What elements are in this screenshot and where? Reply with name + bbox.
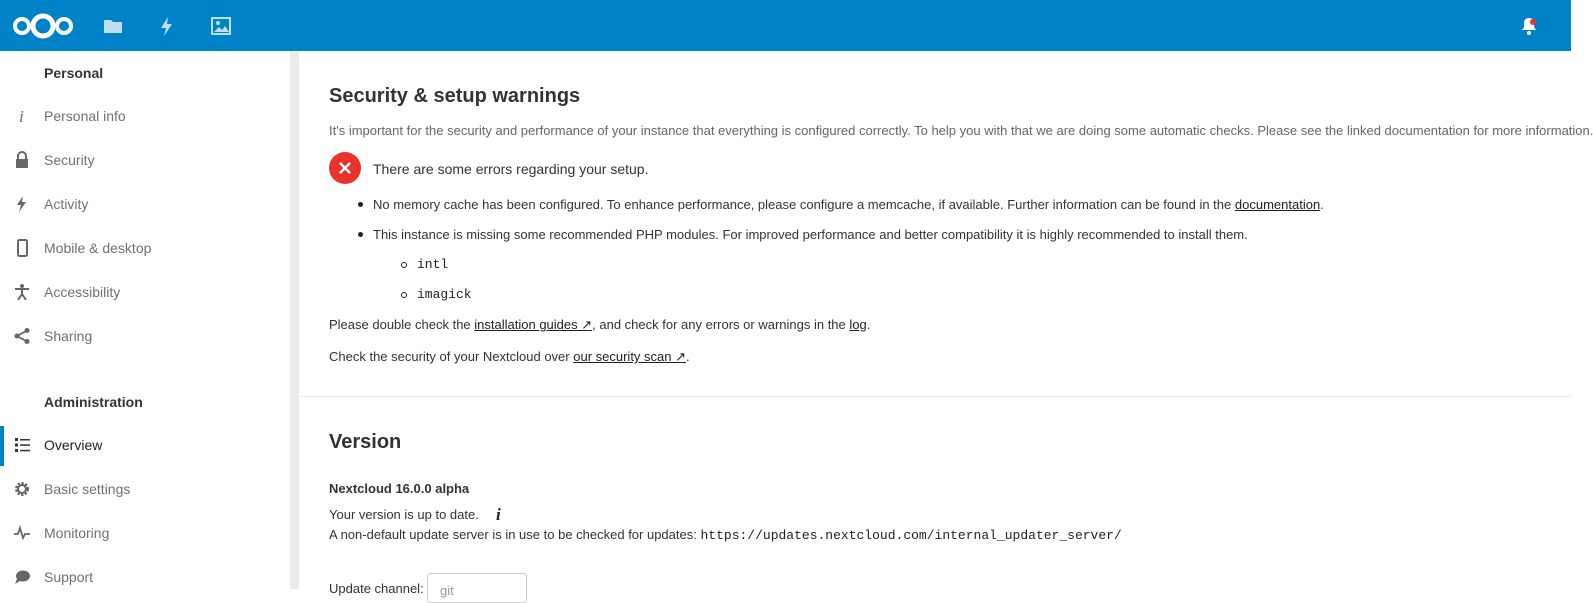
memcache-warning-text: No memory cache has been configured. To enhance performance, please configure a memcache, if available. Further information can be found in the xyxy=(373,197,1232,212)
security-intro-text: It's important for the security and performance of your instance that everything is configured correctly. To help you with that we are doing some automatic checks. Please see the linked documentation for more information. xyxy=(329,123,1593,138)
list-bullet xyxy=(358,202,363,207)
sidebar-caption-administration: Administration xyxy=(44,394,143,410)
info-icon xyxy=(13,107,31,125)
sidebar-item-label: Monitoring xyxy=(44,525,110,541)
activity-icon[interactable] xyxy=(156,15,178,37)
svg-text:i: i xyxy=(19,107,24,126)
installation-guides-link[interactable]: installation guides ↗ xyxy=(474,317,593,332)
version-title: Version xyxy=(329,431,402,453)
sidebar-item-overview[interactable] xyxy=(0,423,290,467)
version-status: Your version is up to date. xyxy=(329,507,479,522)
sidebar-item-label: Support xyxy=(44,569,94,585)
update-server-line xyxy=(329,527,1122,543)
sidebar-item-label: Basic settings xyxy=(44,481,131,497)
security-scan-prefix: Check the security of your Nextcloud over xyxy=(329,349,570,364)
security-scan-link[interactable]: our security scan ↗ xyxy=(573,349,687,364)
sidebar-item-label: Personal info xyxy=(44,108,126,124)
version-name: Nextcloud 16.0.0 alpha xyxy=(329,481,470,496)
top-header xyxy=(0,0,1571,51)
accessibility-icon xyxy=(13,283,31,301)
security-scan-line xyxy=(329,349,690,365)
log-link[interactable]: log xyxy=(849,317,867,332)
documentation-link[interactable]: documentation xyxy=(1234,197,1321,212)
punctuation: . xyxy=(686,349,690,364)
update-channel-label: Update channel: xyxy=(329,581,424,596)
update-server-url: https://updates.nextcloud.com/internal_updater_server/ xyxy=(700,528,1122,543)
files-icon[interactable] xyxy=(102,15,124,37)
sidebar-item-support[interactable] xyxy=(0,555,290,599)
sidebar-item-security[interactable] xyxy=(0,138,290,182)
security-warnings-title: Security & setup warnings xyxy=(329,85,581,107)
punctuation: . xyxy=(866,317,871,332)
error-icon xyxy=(329,152,361,184)
sidebar-item-personal-info[interactable] xyxy=(0,94,290,138)
sidebar-item-label: Mobile & desktop xyxy=(44,240,152,256)
sidebar-item-label: Overview xyxy=(44,437,103,453)
error-summary: There are some errors regarding your setup. xyxy=(373,161,649,177)
sidebar-item-label: Sharing xyxy=(44,328,93,344)
sidebar-item-label: Accessibility xyxy=(44,284,121,300)
module-imagick: imagick xyxy=(417,287,472,302)
nextcloud-logo[interactable] xyxy=(12,12,74,40)
sidebar-scrollbar[interactable] xyxy=(290,51,299,589)
sidebar-item-label: Activity xyxy=(44,196,89,212)
double-check-line xyxy=(329,317,870,333)
update-server-text: A non-default update server is in use to be checked for updates: xyxy=(329,527,697,542)
sidebar-item-basic-settings[interactable] xyxy=(0,467,290,511)
list-bullet xyxy=(358,232,363,237)
module-intl: intl xyxy=(417,257,449,272)
sidebar-caption-personal: Personal xyxy=(44,65,104,81)
sidebar-item-activity[interactable] xyxy=(0,182,290,226)
photos-icon[interactable] xyxy=(210,15,232,37)
sidebar-item-label: Security xyxy=(44,152,95,168)
sidebar-item-sharing[interactable] xyxy=(0,314,290,358)
list-circle xyxy=(401,292,407,298)
section-divider xyxy=(299,396,1571,397)
sidebar-item-monitoring[interactable] xyxy=(0,511,290,555)
svg-text:i: i xyxy=(496,505,501,524)
double-check-middle: , and check for any errors or warnings in the xyxy=(592,317,846,332)
php-modules-warning: This instance is missing some recommended PHP modules. For improved performance and better compatibility it is highly recommended to install them. xyxy=(373,227,1248,242)
phone-icon xyxy=(13,239,31,257)
list-icon xyxy=(13,436,31,454)
pulse-icon xyxy=(13,524,31,542)
list-circle xyxy=(401,262,407,268)
activity-icon xyxy=(13,195,31,213)
share-icon xyxy=(13,327,31,345)
update-channel-select[interactable]: git xyxy=(427,573,527,603)
sidebar-item-mobile-desktop[interactable] xyxy=(0,226,290,270)
sidebar-item-accessibility[interactable] xyxy=(0,270,290,314)
settings-sidebar xyxy=(0,51,290,589)
memcache-warning xyxy=(373,197,1324,212)
gear-icon xyxy=(13,480,31,498)
info-icon[interactable] xyxy=(495,505,505,523)
notifications-bell-icon[interactable] xyxy=(1519,16,1539,36)
punctuation: . xyxy=(1320,197,1324,212)
double-check-prefix: Please double check the xyxy=(329,317,471,332)
lock-icon xyxy=(13,151,31,169)
main-content xyxy=(299,51,1593,598)
speech-bubble-icon xyxy=(13,568,31,586)
